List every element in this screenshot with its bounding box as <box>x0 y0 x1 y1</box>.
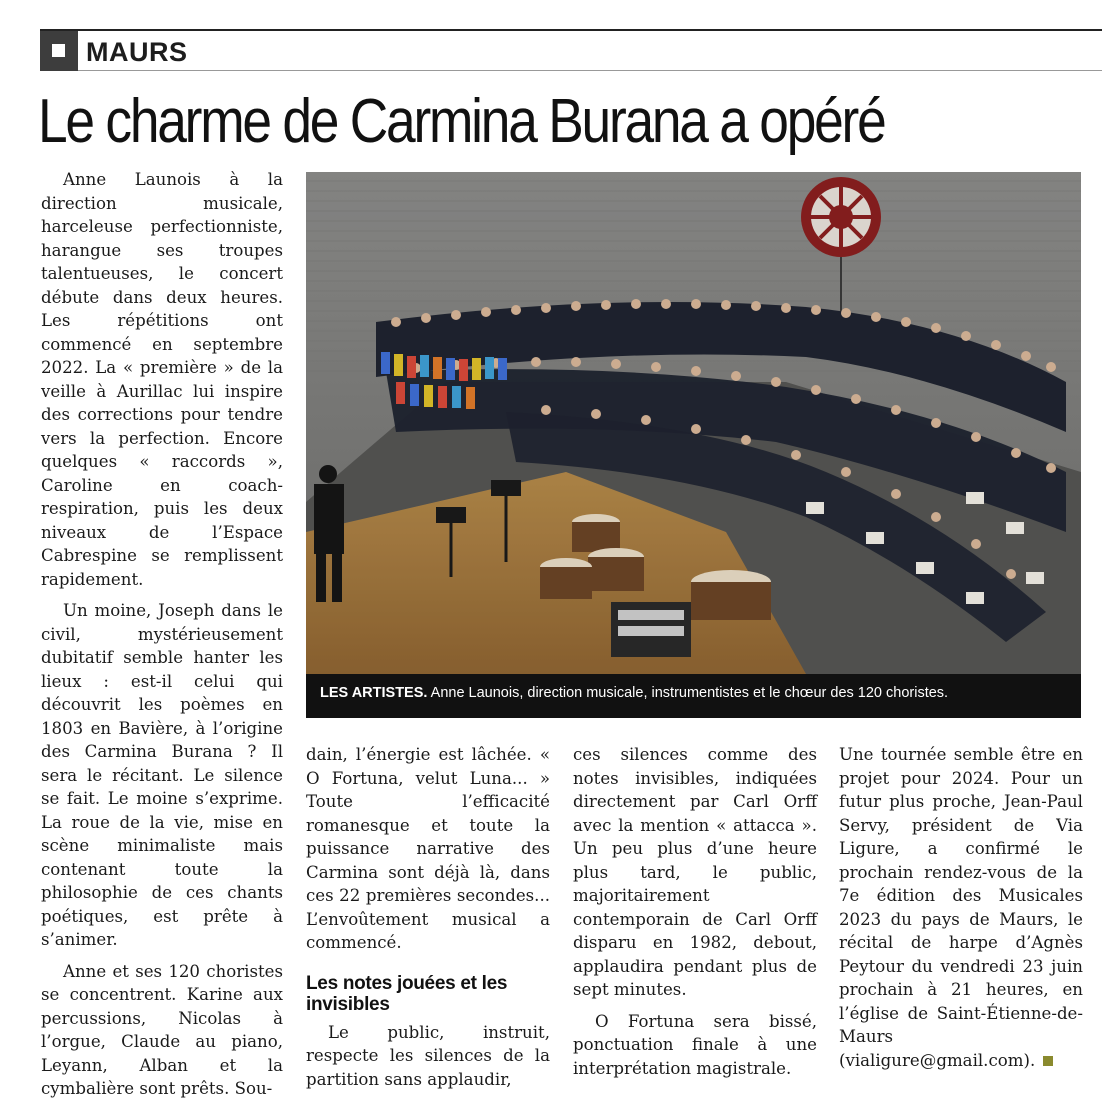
column-4 <box>839 743 1083 1080</box>
section-square-icon <box>40 31 78 71</box>
paragraph-2: Un moine, Joseph dans le civil, mystérieusement dubitatif semble hanter les lieux : est-il celui qui découvrit les poèmes en 1803 en Bavière, à l’origine des Carmina Burana ? Il sera le récitant. Le silence se fait. Le moine s’exprime. La roue de la vie, mise en scène minimaliste mais contenant toute la philosophie de ces chants poétiques, est prête à s’animer. <box>41 601 283 949</box>
section-label: MAURS <box>86 37 188 67</box>
caption-title: LES ARTISTES. <box>320 685 428 701</box>
section-rule <box>78 70 1102 71</box>
paragraph-1: Anne Launois à la direction musicale, harceleuse perfectionniste, harangue ses troupes talentueuses, le concert débute dans deux heures. Les répétitions ont commencé en septembre 2022. La « première » de la veille à Aurillac lui inspire des corrections pour tendre vers la perfection. Encore quelques « raccords », Caroline en coach-respiration, puis les deux niveaux de l’Espace Cabrespine se remplissent rapidement. <box>41 170 283 589</box>
column-3 <box>573 743 817 1088</box>
headline: Le charme de Carmina Burana a opéré <box>38 87 885 156</box>
photo-box <box>306 172 1081 718</box>
paragraph-4-end: ces silences comme des notes invisibles, indiquées directement par Carl Orff avec la mention « attacca ». Un peu plus d’une heure plus tard, le public, majoritairement contemporain de Carl Orff disparu en 1982, debout, applaudira pendant plus de sept minutes. <box>573 745 817 999</box>
top-rule <box>40 29 1102 31</box>
choir-photo <box>306 172 1081 674</box>
paragraph-3-end: dain, l’énergie est lâchée. « O Fortuna, velut Luna... » Toute l’efficacité romanesque et toute la puissance narrative des Carmina sont déjà là, dans ces 22 premières secondes... L’envoûtement musical a commencé. <box>306 745 550 952</box>
paragraph-6 <box>839 743 1083 1072</box>
subheading: Les notes jouées et les invisibles <box>306 972 508 1015</box>
end-mark-icon <box>1043 1056 1053 1066</box>
photo-caption <box>306 674 1081 718</box>
paragraph-5: O Fortuna sera bissé, ponctuation finale à une interprétation magistrale. <box>573 1011 817 1078</box>
paragraph-6-text: Une tournée semble être en projet pour 2024. Pour un futur plus proche, Jean-Paul Servy, président de Via Ligure, a confirmé le prochain rendez-vous de la 7e édition des Musicales 2023 du pays de Maurs, le récital de harpe d’Agnès Peytour du vendredi 23 juin prochain à 21 heures, en l’église de Saint-Étienne-de-Maurs (vialigure@gmail.com). <box>839 745 1083 1070</box>
column-2 <box>306 743 550 1099</box>
caption-text: Anne Launois, direction musicale, instrumentistes et le chœur des 120 choristes. <box>427 685 949 701</box>
paragraph-4-start: Le public, instruit, respecte les silences de la partition sans applaudir, <box>306 1022 550 1089</box>
paragraph-3-start: Anne et ses 120 choristes se concentrent. Karine aux percussions, Nicolas à l’orgue, Claude au piano, Leyann, Alban et la cymbalière sont prêts. Sou- <box>41 961 283 1098</box>
choir-photo-illustration <box>306 172 1081 674</box>
column-1 <box>41 168 283 1109</box>
